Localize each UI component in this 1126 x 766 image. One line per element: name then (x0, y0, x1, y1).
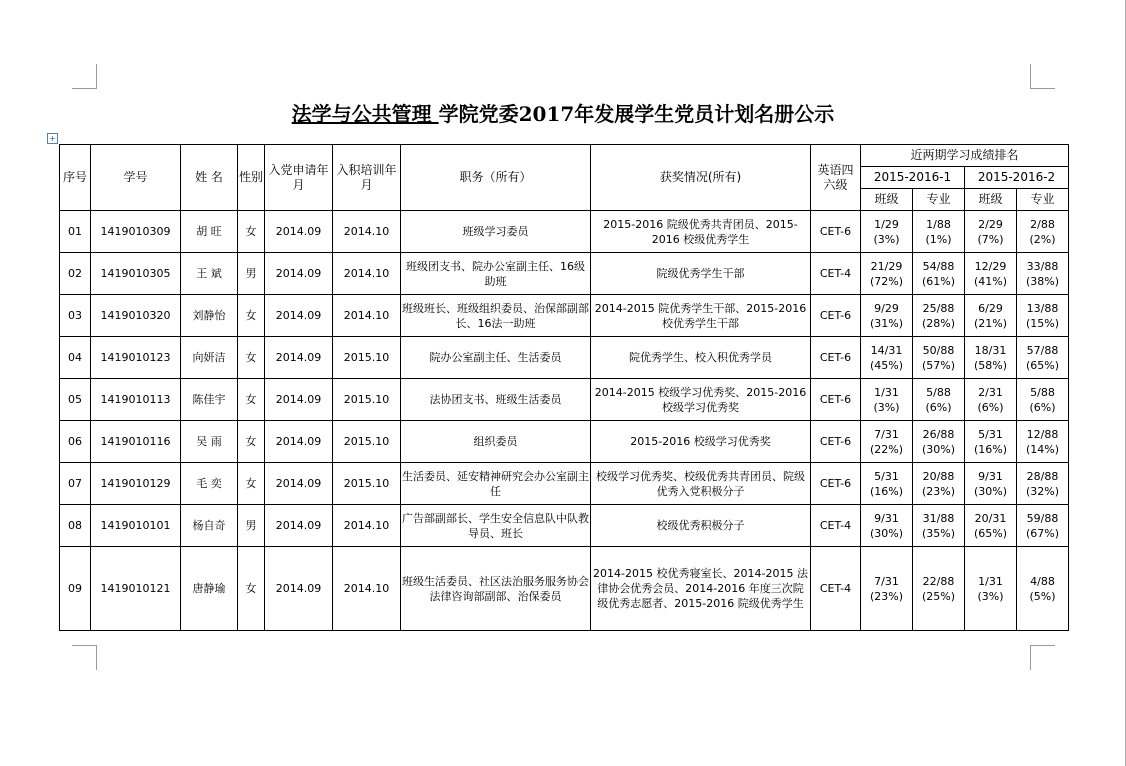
student-id-cell: 1419010123 (91, 337, 181, 379)
rank-percent: (3%) (873, 400, 900, 414)
rank-percent: (30%) (973, 484, 1008, 498)
table-row (60, 547, 1069, 631)
header-seq: 序号 (60, 145, 91, 211)
term2-class-rank-cell (965, 421, 1017, 463)
header-english: 英语四六级 (811, 145, 861, 211)
rank-value: 1/31 (874, 385, 899, 399)
rank-percent: (30%) (869, 526, 904, 540)
rank-percent: (23%) (869, 589, 904, 603)
rank-percent: (1%) (925, 232, 952, 246)
term2-major-rank-cell (1017, 337, 1069, 379)
apply-date-cell: 2014.09 (265, 211, 333, 253)
header-term1-major: 专业 (913, 189, 965, 211)
term2-class-rank-cell (965, 463, 1017, 505)
rank-percent: (16%) (973, 442, 1008, 456)
term2-major-rank-cell (1017, 211, 1069, 253)
term1-class-rank-cell (861, 295, 913, 337)
rank-value: 31/88 (922, 511, 955, 525)
student-table (59, 144, 1069, 631)
rank-percent: (23%) (921, 484, 956, 498)
training-date-cell: 2015.10 (333, 421, 401, 463)
rank-value: 2/88 (1030, 217, 1055, 231)
name-cell: 刘静怡 (181, 295, 238, 337)
term1-major-rank-cell (913, 211, 965, 253)
student-id-cell: 1419010320 (91, 295, 181, 337)
training-date-cell: 2015.10 (333, 379, 401, 421)
header-term2-major: 专业 (1017, 189, 1069, 211)
rank-value: 20/88 (922, 469, 955, 483)
english-level-cell: CET-6 (811, 379, 861, 421)
term1-major-rank-cell (913, 295, 965, 337)
student-id-cell: 1419010305 (91, 253, 181, 295)
english-level-cell: CET-6 (811, 463, 861, 505)
term1-major-rank-cell (913, 505, 965, 547)
term1-class-rank-cell (861, 379, 913, 421)
table-row (60, 379, 1069, 421)
english-level-cell: CET-4 (811, 505, 861, 547)
crop-mark-top-right (1030, 64, 1055, 89)
training-date-cell: 2015.10 (333, 463, 401, 505)
header-name: 姓 名 (181, 145, 238, 211)
rank-value: 59/88 (1026, 511, 1059, 525)
english-level-cell: CET-4 (811, 547, 861, 631)
rank-value: 26/88 (922, 427, 955, 441)
english-level-cell: CET-6 (811, 337, 861, 379)
english-level-cell: CET-6 (811, 421, 861, 463)
rank-percent: (65%) (973, 526, 1008, 540)
training-date-cell: 2014.10 (333, 253, 401, 295)
term2-major-rank-cell (1017, 379, 1069, 421)
crop-mark-bottom-right (1030, 645, 1055, 670)
header-apply-date: 入党申请年月 (265, 145, 333, 211)
term1-class-rank-cell (861, 547, 913, 631)
term2-class-rank-cell (965, 547, 1017, 631)
term2-major-rank-cell (1017, 463, 1069, 505)
term1-major-rank-cell (913, 337, 965, 379)
header-ranking: 近两期学习成绩排名 (861, 145, 1069, 167)
awards-cell: 院优秀学生、校入积优秀学员 (591, 337, 811, 379)
apply-date-cell: 2014.09 (265, 421, 333, 463)
rank-value: 1/31 (978, 574, 1003, 588)
term1-class-rank-cell (861, 421, 913, 463)
rank-value: 12/29 (974, 259, 1007, 273)
positions-cell: 院办公室副主任、生活委员 (401, 337, 591, 379)
table-row (60, 211, 1069, 253)
term2-class-rank-cell (965, 295, 1017, 337)
rank-value: 4/88 (1030, 574, 1055, 588)
rank-percent: (6%) (925, 400, 952, 414)
header-term-2: 2015-2016-2 (965, 167, 1069, 189)
term1-class-rank-cell (861, 463, 913, 505)
seq-cell: 03 (60, 295, 91, 337)
rank-value: 1/88 (926, 217, 951, 231)
positions-cell: 班级团支书、院办公室副主任、16级助班 (401, 253, 591, 295)
rank-value: 50/88 (922, 343, 955, 357)
term1-major-rank-cell (913, 463, 965, 505)
term1-class-rank-cell (861, 505, 913, 547)
rank-percent: (15%) (1025, 316, 1060, 330)
apply-date-cell: 2014.09 (265, 379, 333, 421)
header-term2-class: 班级 (965, 189, 1017, 211)
rank-percent: (38%) (1025, 274, 1060, 288)
awards-cell: 院级优秀学生干部 (591, 253, 811, 295)
rank-percent: (7%) (977, 232, 1004, 246)
term2-major-rank-cell (1017, 253, 1069, 295)
rank-value: 25/88 (922, 301, 955, 315)
rank-value: 7/31 (874, 427, 899, 441)
training-date-cell: 2014.10 (333, 505, 401, 547)
header-term-1: 2015-2016-1 (861, 167, 965, 189)
table-row (60, 337, 1069, 379)
crop-mark-bottom-left (72, 645, 97, 670)
term1-major-rank-cell (913, 547, 965, 631)
document-title (0, 98, 1126, 127)
rank-percent: (3%) (977, 589, 1004, 603)
term1-class-rank-cell (861, 337, 913, 379)
apply-date-cell: 2014.09 (265, 547, 333, 631)
term2-class-rank-cell (965, 337, 1017, 379)
name-cell: 胡 旺 (181, 211, 238, 253)
apply-date-cell: 2014.09 (265, 295, 333, 337)
positions-cell: 广告部副部长、学生安全信息队中队教导员、班长 (401, 505, 591, 547)
header-gender: 性别 (238, 145, 265, 211)
awards-cell: 校级学习优秀奖、校级优秀共青团员、院级优秀入党积极分子 (591, 463, 811, 505)
rank-value: 18/31 (974, 343, 1007, 357)
name-cell: 向妍洁 (181, 337, 238, 379)
gender-cell: 男 (238, 253, 265, 295)
header-awards: 获奖情况(所有) (591, 145, 811, 211)
term1-class-rank-cell (861, 211, 913, 253)
awards-cell: 2014-2015 校级学习优秀奖、2015-2016 校级学习优秀奖 (591, 379, 811, 421)
seq-cell: 01 (60, 211, 91, 253)
rank-percent: (31%) (869, 316, 904, 330)
gender-cell: 女 (238, 295, 265, 337)
rank-value: 57/88 (1026, 343, 1059, 357)
seq-cell: 04 (60, 337, 91, 379)
positions-cell: 生活委员、延安精神研究会办公室副主任 (401, 463, 591, 505)
rank-value: 5/31 (978, 427, 1003, 441)
seq-cell: 07 (60, 463, 91, 505)
rank-percent: (3%) (873, 232, 900, 246)
name-cell: 王 斌 (181, 253, 238, 295)
rank-percent: (2%) (1029, 232, 1056, 246)
rank-value: 20/31 (974, 511, 1007, 525)
table-row (60, 421, 1069, 463)
rank-percent: (16%) (869, 484, 904, 498)
english-level-cell: CET-6 (811, 211, 861, 253)
seq-cell: 06 (60, 421, 91, 463)
rank-percent: (41%) (973, 274, 1008, 288)
rank-percent: (65%) (1025, 358, 1060, 372)
rank-percent: (67%) (1025, 526, 1060, 540)
table-row (60, 463, 1069, 505)
rank-value: 33/88 (1026, 259, 1059, 273)
seq-cell: 09 (60, 547, 91, 631)
training-date-cell: 2015.10 (333, 337, 401, 379)
apply-date-cell: 2014.09 (265, 463, 333, 505)
rank-value: 22/88 (922, 574, 955, 588)
rank-percent: (58%) (973, 358, 1008, 372)
rank-value: 2/29 (978, 217, 1003, 231)
student-id-cell: 1419010113 (91, 379, 181, 421)
positions-cell: 法协团支书、班级生活委员 (401, 379, 591, 421)
training-date-cell: 2014.10 (333, 547, 401, 631)
crop-mark-top-left (72, 64, 97, 89)
rank-percent: (28%) (921, 316, 956, 330)
header-term1-class: 班级 (861, 189, 913, 211)
title-main: 学院党委2017年发展学生党员计划名册公示 (438, 102, 835, 126)
rank-value: 5/88 (926, 385, 951, 399)
header-positions: 职务（所有） (401, 145, 591, 211)
gender-cell: 女 (238, 379, 265, 421)
rank-value: 28/88 (1026, 469, 1059, 483)
gender-cell: 女 (238, 211, 265, 253)
rank-percent: (30%) (921, 442, 956, 456)
name-cell: 吴 雨 (181, 421, 238, 463)
term2-major-rank-cell (1017, 421, 1069, 463)
rank-percent: (14%) (1025, 442, 1060, 456)
rank-value: 9/31 (978, 469, 1003, 483)
header-training-date: 入积培训年月 (333, 145, 401, 211)
seq-cell: 02 (60, 253, 91, 295)
term1-class-rank-cell (861, 253, 913, 295)
training-date-cell: 2014.10 (333, 211, 401, 253)
apply-date-cell: 2014.09 (265, 253, 333, 295)
rank-value: 9/31 (874, 511, 899, 525)
title-college: 法学与公共管理 (291, 102, 439, 126)
rank-percent: (32%) (1025, 484, 1060, 498)
rank-percent: (6%) (1029, 400, 1056, 414)
table-row (60, 295, 1069, 337)
rank-value: 54/88 (922, 259, 955, 273)
name-cell: 陈佳宇 (181, 379, 238, 421)
apply-date-cell: 2014.09 (265, 337, 333, 379)
rank-value: 7/31 (874, 574, 899, 588)
positions-cell: 班级班长、班级组织委员、治保部副部长、16法一助班 (401, 295, 591, 337)
term2-class-rank-cell (965, 379, 1017, 421)
name-cell: 杨自奇 (181, 505, 238, 547)
student-id-cell: 1419010116 (91, 421, 181, 463)
awards-cell: 2015-2016 院级优秀共青团员、2015-2016 校级优秀学生 (591, 211, 811, 253)
gender-cell: 女 (238, 337, 265, 379)
training-date-cell: 2014.10 (333, 295, 401, 337)
term2-class-rank-cell (965, 211, 1017, 253)
table-row (60, 253, 1069, 295)
term2-class-rank-cell (965, 253, 1017, 295)
term1-major-rank-cell (913, 421, 965, 463)
student-id-cell: 1419010309 (91, 211, 181, 253)
rank-value: 21/29 (870, 259, 903, 273)
rank-percent: (21%) (973, 316, 1008, 330)
rank-value: 1/29 (874, 217, 899, 231)
awards-cell: 2014-2015 院优秀学生干部、2015-2016 校优秀学生干部 (591, 295, 811, 337)
student-id-cell: 1419010121 (91, 547, 181, 631)
name-cell: 毛 奕 (181, 463, 238, 505)
awards-cell: 2015-2016 校级学习优秀奖 (591, 421, 811, 463)
rank-value: 14/31 (870, 343, 903, 357)
rank-percent: (57%) (921, 358, 956, 372)
rank-value: 5/31 (874, 469, 899, 483)
student-id-cell: 1419010101 (91, 505, 181, 547)
english-level-cell: CET-4 (811, 253, 861, 295)
positions-cell: 组织委员 (401, 421, 591, 463)
table-row (60, 505, 1069, 547)
awards-cell: 2014-2015 校优秀寝室长、2014-2015 法律协会优秀会员、2014-2016 年度三次院级优秀志愿者、2015-2016 院级优秀学生 (591, 547, 811, 631)
rank-value: 13/88 (1026, 301, 1059, 315)
rank-value: 9/29 (874, 301, 899, 315)
header-student-id: 学号 (91, 145, 181, 211)
term2-major-rank-cell (1017, 295, 1069, 337)
rank-percent: (5%) (1029, 589, 1056, 603)
gender-cell: 女 (238, 547, 265, 631)
rank-value: 6/29 (978, 301, 1003, 315)
awards-cell: 校级优秀积极分子 (591, 505, 811, 547)
positions-cell: 班级学习委员 (401, 211, 591, 253)
rank-percent: (25%) (921, 589, 956, 603)
rank-percent: (72%) (869, 274, 904, 288)
rank-value: 2/31 (978, 385, 1003, 399)
rank-percent: (61%) (921, 274, 956, 288)
table-move-handle-icon[interactable]: + (47, 133, 58, 144)
gender-cell: 女 (238, 421, 265, 463)
term2-major-rank-cell (1017, 547, 1069, 631)
rank-value: 5/88 (1030, 385, 1055, 399)
term1-major-rank-cell (913, 379, 965, 421)
rank-percent: (22%) (869, 442, 904, 456)
rank-percent: (35%) (921, 526, 956, 540)
gender-cell: 男 (238, 505, 265, 547)
apply-date-cell: 2014.09 (265, 505, 333, 547)
name-cell: 唐静瑜 (181, 547, 238, 631)
english-level-cell: CET-6 (811, 295, 861, 337)
rank-percent: (6%) (977, 400, 1004, 414)
positions-cell: 班级生活委员、社区法治服务服务协会法律咨询部副部、治保委员 (401, 547, 591, 631)
seq-cell: 05 (60, 379, 91, 421)
rank-value: 12/88 (1026, 427, 1059, 441)
gender-cell: 女 (238, 463, 265, 505)
term2-major-rank-cell (1017, 505, 1069, 547)
term2-class-rank-cell (965, 505, 1017, 547)
student-id-cell: 1419010129 (91, 463, 181, 505)
rank-percent: (45%) (869, 358, 904, 372)
seq-cell: 08 (60, 505, 91, 547)
term1-major-rank-cell (913, 253, 965, 295)
